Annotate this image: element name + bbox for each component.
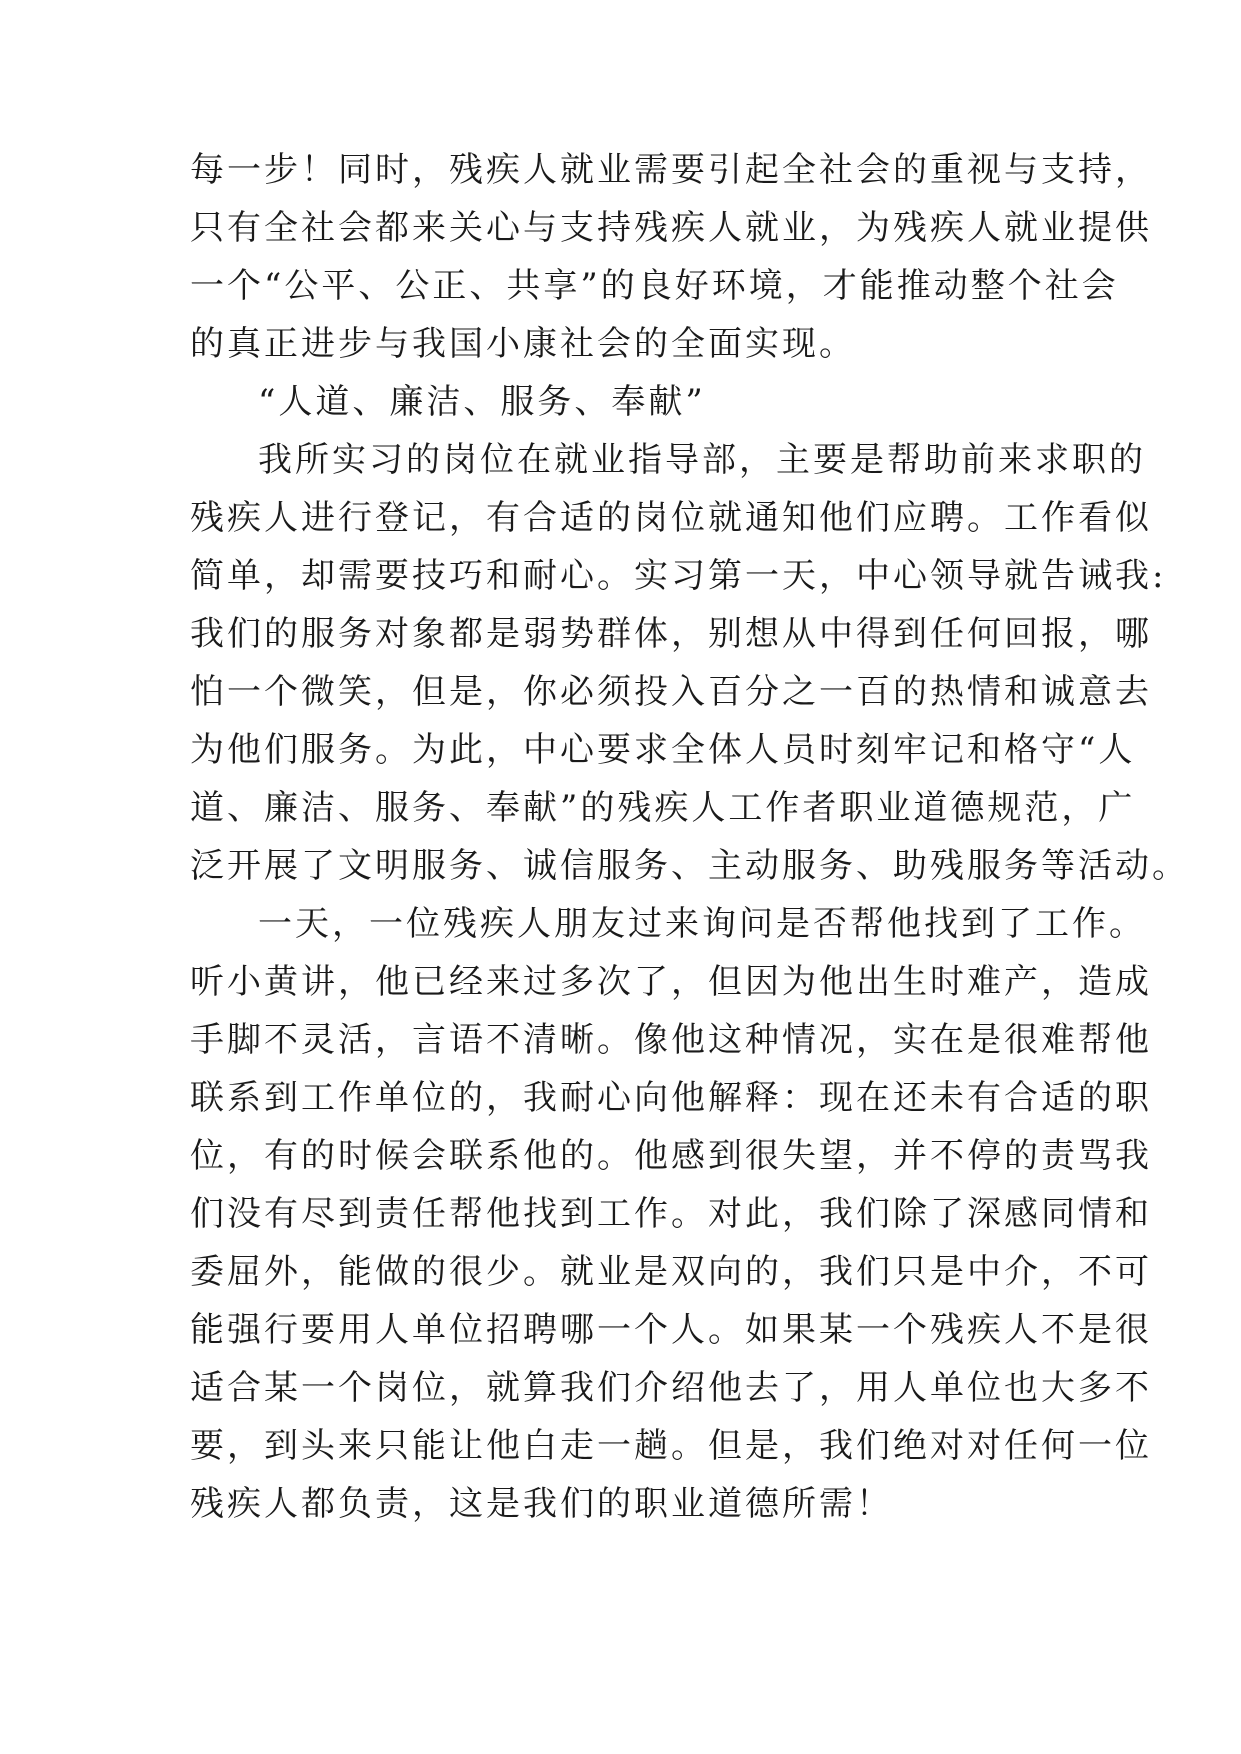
text-line: 怕一个微笑，但是，你必须投入百分之一百的热情和诚意去 [190,672,1152,712]
text-line: 残疾人都负责，这是我们的职业道德所需！ [190,1484,893,1524]
text-line: 泛开展了文明服务、诚信服务、主动服务、助残服务等活动。 [190,846,1189,886]
text-line: 委屈外，能做的很少。就业是双向的，我们只是中介，不可 [190,1252,1152,1292]
text-line: 只有全社会都来关心与支持残疾人就业，为残疾人就业提供 [190,208,1152,248]
section-heading: “人道、廉洁、服务、奉献” [258,382,706,422]
text-line: 的真正进步与我国小康社会的全面实现。 [190,324,856,364]
text-line: 手脚不灵活，言语不清晰。像他这种情况，实在是很难帮他 [190,1020,1152,1060]
text-line: 能强行要用人单位招聘哪一个人。如果某一个残疾人不是很 [190,1310,1152,1350]
paragraph-first-line: 一天，一位残疾人朋友过来询问是否帮他找到了工作。 [258,904,1146,944]
text-line: 简单，却需要技巧和耐心。实习第一天，中心领导就告诫我: [190,556,1167,596]
text-line: 位，有的时候会联系他的。他感到很失望，并不停的责骂我 [190,1136,1152,1176]
text-line: 们没有尽到责任帮他找到工作。对此，我们除了深感同情和 [190,1194,1152,1234]
text-line: 联系到工作单位的，我耐心向他解释：现在还未有合适的职 [190,1078,1152,1118]
text-line: 一个“公平、公正、共享”的良好环境，才能推动整个社会 [190,266,1119,306]
text-line: 听小黄讲，他已经来过多次了，但因为他出生时难产，造成 [190,962,1152,1002]
text-line: 要，到头来只能让他白走一趟。但是，我们绝对对任何一位 [190,1426,1152,1466]
text-line: 为他们服务。为此，中心要求全体人员时刻牢记和格守“人 [190,730,1136,770]
paragraph-first-line: 我所实习的岗位在就业指导部，主要是帮助前来求职的 [258,440,1146,480]
text-line: 每一步！同时，残疾人就业需要引起全社会的重视与支持， [190,150,1152,190]
text-line: 残疾人进行登记，有合适的岗位就通知他们应聘。工作看似 [190,498,1152,538]
text-line: 适合某一个岗位，就算我们介绍他去了，用人单位也大多不 [190,1368,1152,1408]
text-line: 道、廉洁、服务、奉献”的残疾人工作者职业道德规范，广 [190,788,1136,828]
text-line: 我们的服务对象都是弱势群体，别想从中得到任何回报，哪 [190,614,1152,654]
